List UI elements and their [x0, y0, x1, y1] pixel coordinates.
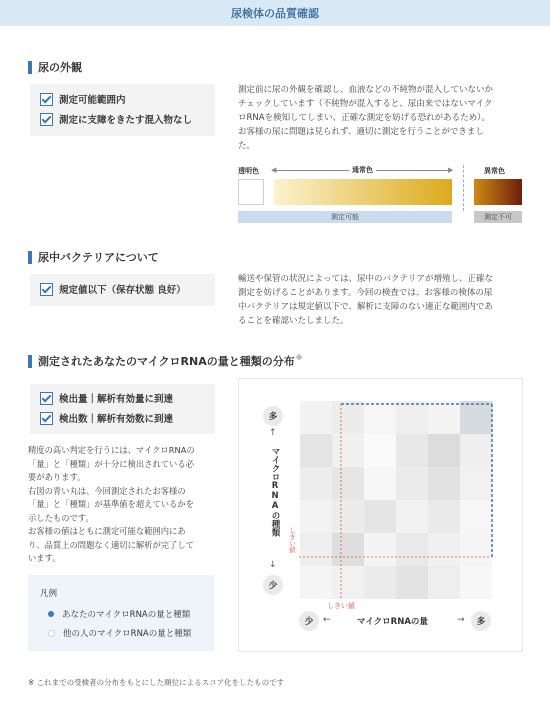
description-line: り、品質上の問題なく適切に解析が完了して: [28, 539, 194, 550]
heatmap-cell: [428, 401, 460, 434]
description-line: 要があります。: [28, 472, 86, 482]
section-marker: [28, 61, 32, 74]
description-line: 示したものです。: [28, 512, 94, 523]
title-note-mark: ※: [295, 354, 303, 362]
heatmap-cell: [332, 500, 364, 533]
section-title-text: 尿の外観: [38, 61, 82, 74]
description-line: お客様の値はともに測定可能な範囲内にあ: [28, 526, 186, 536]
description-line: 「量」と「種類」が基準値を超えているかを: [28, 499, 194, 509]
section-appearance-title: [28, 59, 82, 75]
section-mirna-title: [28, 353, 303, 369]
appearance-checklist: [30, 84, 215, 136]
heatmap-cell: [332, 401, 364, 434]
description-line: 中バクテリアは規定値以下で、解析に支障のない適正な範囲内であ: [238, 302, 493, 312]
abnormal-color-label: 異常色: [484, 167, 505, 175]
measurable-label: 測定可能: [331, 213, 359, 221]
x-axis-title: マイクロRNAの量: [357, 617, 428, 627]
scale-divider: [463, 165, 464, 211]
y-axis-title: マイクロRNAの種類: [270, 447, 280, 537]
y-threshold-label: しきい値: [288, 527, 296, 553]
mirna-distribution-chart: [238, 378, 523, 652]
abnormal-color-gradient: [474, 179, 522, 205]
normal-color-gradient: [274, 179, 452, 205]
heatmap-cell: [428, 467, 460, 500]
checkbox-checked-icon: [40, 93, 53, 106]
description-line: た。: [238, 141, 256, 151]
heatmap-cell: [428, 434, 460, 467]
check-item: [40, 408, 215, 428]
heatmap-cell: [460, 500, 492, 533]
section-title-text: 尿中バクテリアについて: [38, 251, 159, 264]
description-line: 右図の青い丸は、今回測定されたお客様の: [28, 485, 186, 496]
legend-label: あなたのマイクロRNAの量と種類: [62, 610, 191, 620]
heatmap-cell: [300, 533, 332, 566]
heatmap-cell: [332, 533, 364, 566]
arrow-right-icon: →: [457, 615, 465, 625]
page-title: 尿検体の品質確認: [231, 7, 319, 20]
description-line: チェックしています（不純物が混入すると、尿由来ではないマイク: [238, 99, 493, 109]
mirna-description: [28, 444, 228, 566]
arrow-left-icon: ◀: [271, 166, 277, 174]
y-axis-low-label: 少: [263, 575, 283, 595]
gray-dot-icon: [48, 630, 55, 637]
x-threshold-label: しきい値: [327, 602, 355, 610]
section-title-text: 測定されたあなたのマイクロRNAの量と種類の分布: [38, 355, 295, 368]
description-line: 輸送や保管の状況によっては、尿中のバクテリアが増殖し、正確な: [238, 274, 494, 284]
description-line: お客様の尿に問題は見られず、適切に測定を行うことができまし: [238, 127, 484, 137]
heatmap-cell: [396, 566, 428, 599]
section-marker: [28, 355, 32, 368]
check-item: [40, 109, 215, 129]
arrow-up-icon: ↑: [269, 428, 277, 438]
heatmap-cell: [332, 467, 364, 500]
check-item: [40, 279, 215, 299]
bacteria-description: [238, 272, 528, 328]
check-label: 測定可能範囲内: [59, 95, 126, 106]
measurable-bar: [238, 211, 452, 223]
heatmap-cell: [300, 434, 332, 467]
legend: [28, 575, 214, 651]
description-line: 「量」と「種類」が十分に検出されている必: [28, 458, 194, 469]
heatmap-cell: [364, 533, 396, 566]
normal-color-label: 通常色: [349, 165, 376, 175]
blue-dot-icon: [48, 611, 54, 617]
checkbox-checked-icon: [40, 412, 53, 425]
check-label: 検出数｜解析有効数に到達: [59, 414, 174, 425]
description-line: 測定を妨げることがあります。今回の検査では、お客様の検体の尿: [238, 288, 493, 298]
description-line: います。: [28, 553, 61, 563]
checkbox-checked-icon: [40, 283, 53, 296]
footnote: ※ これまでの受検者の分布をもとにした順位によるスコア化をしたものです: [28, 678, 285, 687]
legend-item-user: [48, 608, 190, 620]
check-label: 測定に支障をきたす混入物なし: [59, 115, 193, 126]
not-measurable-bar: [474, 211, 522, 223]
appearance-description: [238, 83, 528, 153]
check-label: 規定値以下（保存状態 良好）: [59, 285, 186, 296]
heatmap-cell: [396, 500, 428, 533]
heatmap-cell: [364, 500, 396, 533]
heatmap-cell: [460, 401, 492, 434]
heatmap-cell: [364, 566, 396, 599]
check-item: [40, 388, 215, 408]
heatmap-cell: [300, 467, 332, 500]
heatmap-cell: [396, 434, 428, 467]
checkbox-checked-icon: [40, 392, 53, 405]
bacteria-checklist: [30, 274, 215, 306]
x-axis-low-label: 少: [299, 611, 319, 631]
section-marker: [28, 251, 32, 264]
heatmap-cell: [428, 533, 460, 566]
heatmap-cell: [460, 566, 492, 599]
legend-item-others: [48, 627, 191, 639]
heatmap-cell: [364, 467, 396, 500]
arrow-right-icon: ▶: [448, 166, 454, 174]
heatmap-cell: [364, 434, 396, 467]
heatmap-cell: [300, 401, 332, 434]
description-line: ることを確認いたしました。: [238, 316, 349, 326]
page-header: [0, 0, 550, 26]
x-axis-high-label: 多: [471, 611, 491, 631]
heatmap-cell: [364, 401, 396, 434]
distribution-heatmap: [299, 399, 499, 599]
legend-label: 他の人のマイクロRNAの量と種類: [63, 629, 192, 639]
heatmap-cell: [460, 434, 492, 467]
check-label: 検出量｜解析有効量に到達: [59, 394, 174, 405]
description-line: ロRNAを検知してしまい、正確な測定を妨げる恐れがあるため）。: [238, 113, 490, 123]
mirna-checklist: [30, 384, 215, 434]
heatmap-cell: [300, 500, 332, 533]
heatmap-cell: [396, 467, 428, 500]
heatmap-cell: [460, 533, 492, 566]
description-line: 測定前に尿の外観を確認し、血液などの不純物が混入していないか: [238, 85, 494, 95]
check-item: [40, 89, 215, 109]
heatmap-cell: [300, 566, 332, 599]
section-bacteria-title: [28, 249, 159, 265]
arrow-down-icon: ↓: [269, 560, 277, 570]
heatmap-cell: [396, 401, 428, 434]
legend-title: 凡例: [40, 589, 58, 599]
heatmap-cell: [396, 533, 428, 566]
heatmap-cell: [332, 566, 364, 599]
heatmap-cell: [428, 500, 460, 533]
not-measurable-label: 測定不可: [484, 213, 512, 221]
arrow-left-icon: ←: [323, 615, 331, 625]
heatmap-cell: [428, 566, 460, 599]
clear-color-label: 透明色: [238, 167, 259, 175]
y-axis-high-label: 多: [263, 406, 283, 426]
clear-color-swatch: [238, 179, 264, 205]
description-line: 精度の高い判定を行うには、マイクロRNAの: [28, 445, 195, 455]
heatmap-cell: [332, 434, 364, 467]
heatmap-cell: [460, 467, 492, 500]
checkbox-checked-icon: [40, 113, 53, 126]
